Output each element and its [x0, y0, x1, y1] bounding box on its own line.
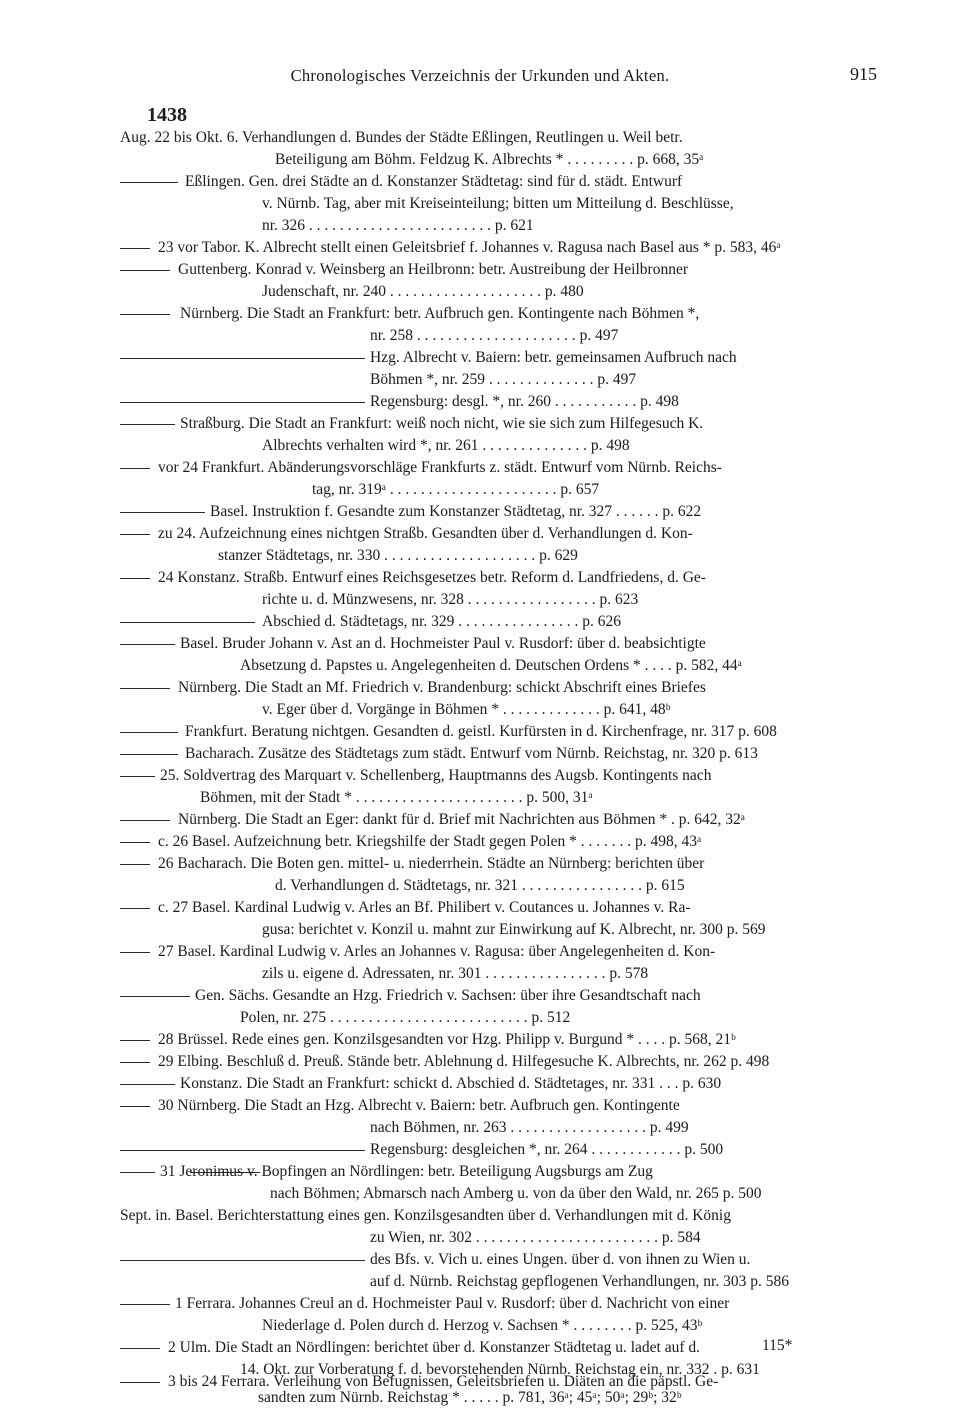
- entry-line: sandten zum Nürnb. Reichstag * . . . . . p. 781, 36ᵃ; 45ᵃ; 50ᵃ; 29ᵇ; 32ᵇ: [258, 1389, 682, 1406]
- entry-line: Regensburg: desgl. *, nr. 260 . . . . . . . . . . . p. 498: [370, 393, 679, 410]
- entry-line: c. 27 Basel. Kardinal Ludwig v. Arles an Bf. Philibert v. Coutances u. Johannes v. Ra-: [158, 899, 691, 916]
- entry-line: Albrechts verhalten wird *, nr. 261 . . . . . . . . . . . . . . p. 498: [262, 437, 630, 454]
- ditto-dash: [120, 1084, 175, 1085]
- entry-line: Frankfurt. Beratung nichtgen. Gesandten d. geistl. Kurfürsten in d. Kirchenfrage, nr. 317 p. 608: [185, 723, 777, 740]
- ditto-dash: [120, 1348, 160, 1349]
- entry-line: Gen. Sächs. Gesandte an Hzg. Friedrich v. Sachsen: über ihre Gesandtschaft nach: [195, 987, 701, 1004]
- ditto-dash: [120, 358, 365, 359]
- entry-line: 14. Okt. zur Vorberatung f. d. bevorstehenden Nürnb. Reichstag ein, nr. 332 . p. 631: [240, 1361, 760, 1378]
- entry-line: zu Wien, nr. 302 . . . . . . . . . . . . . . . . . . . . . . . . p. 584: [370, 1229, 701, 1246]
- entry-line: 25. Soldvertrag des Marquart v. Schellenberg, Hauptmanns des Augsb. Kontingents nach: [160, 767, 712, 784]
- ditto-dash: [120, 1062, 150, 1063]
- ditto-dash: [120, 908, 150, 909]
- entry-line: Nürnberg. Die Stadt an Mf. Friedrich v. Brandenburg: schickt Abschrift eines Briefes: [178, 679, 706, 696]
- ditto-dash: [120, 1106, 150, 1107]
- entry-line: Eßlingen. Gen. drei Städte an d. Konstanzer Städtetag: sind für d. städt. Entwurf: [185, 173, 683, 190]
- entry-line: Guttenberg. Konrad v. Weinsberg an Heilbronn: betr. Austreibung der Heilbronner: [178, 261, 688, 278]
- entry-line: 28 Brüssel. Rede eines gen. Konzilsgesandten vor Hzg. Philipp v. Burgund * . . . . p. 568, 21ᵇ: [158, 1031, 736, 1048]
- entry-line: 23 vor Tabor. K. Albrecht stellt einen Geleitsbrief f. Johannes v. Ragusa nach Basel aus * p. 583, 46ᵃ: [158, 239, 781, 256]
- entry-line: v. Nürnb. Tag, aber mit Kreiseinteilung; bitten um Mitteilung d. Beschlüsse,: [262, 195, 734, 212]
- entry-line: stanzer Städtetags, nr. 330 . . . . . . . . . . . . . . . . . . . . p. 629: [218, 547, 578, 564]
- entry-line: zils u. eigene d. Adressaten, nr. 301 . . . . . . . . . . . . . . . . p. 578: [262, 965, 649, 982]
- ditto-dash: [120, 952, 150, 953]
- ditto-dash: [120, 622, 255, 623]
- entry-line: nr. 326 . . . . . . . . . . . . . . . . . . . . . . . . p. 621: [262, 217, 534, 234]
- ditto-dash: [120, 1150, 365, 1151]
- entry-line: 1 Ferrara. Johannes Creul an d. Hochmeister Paul v. Rusdorf: über d. Nachricht von einer: [175, 1295, 730, 1312]
- entry-line: Böhmen, mit der Stadt * . . . . . . . . . . . . . . . . . . . . . . p. 500, 31ᵃ: [200, 789, 593, 806]
- entry-line: Abschied d. Städtetags, nr. 329 . . . . . . . . . . . . . . . . p. 626: [262, 613, 622, 630]
- ditto-dash: [120, 248, 150, 249]
- entry-line: Sept. in. Basel. Berichterstattung eines gen. Konzilsgesandten über d. Verhandlungen mit d. König: [120, 1207, 731, 1224]
- entry-line: Böhmen *, nr. 259 . . . . . . . . . . . . . . p. 497: [370, 371, 637, 388]
- page-number: 915: [850, 64, 877, 84]
- entry-line: Nürnberg. Die Stadt an Eger: dankt für d. Brief mit Nachrichten aus Böhmen * . p. 642, 32ᵃ: [178, 811, 745, 828]
- ditto-dash: [120, 754, 178, 755]
- ditto-dash: [120, 402, 365, 403]
- entry-line: 26 Bacharach. Die Boten gen. mittel- u. niederrhein. Städte an Nürnberg: berichten über: [158, 855, 705, 872]
- entry-line: c. 26 Basel. Aufzeichnung betr. Kriegshilfe der Stadt gegen Polen * . . . . . . . p. 498, 43ᵃ: [158, 833, 702, 850]
- entry-line: Beteiligung am Böhm. Feldzug K. Albrechts * . . . . . . . . . p. 668, 35ᵃ: [275, 151, 704, 168]
- ditto-dash: [120, 732, 178, 733]
- ditto-dash: [120, 820, 170, 821]
- ditto-dash: [120, 182, 178, 183]
- ditto-dash: [120, 512, 205, 513]
- ditto-dash: [120, 776, 155, 777]
- entry-line: Hzg. Albrecht v. Baiern: betr. gemeinsamen Aufbruch nach: [370, 349, 737, 366]
- page-header-title: Chronologisches Verzeichnis der Urkunden und Akten.: [290, 66, 670, 85]
- ditto-dash: [120, 468, 150, 469]
- ditto-dash: [120, 688, 170, 689]
- entry-line: 24 Konstanz. Straßb. Entwurf eines Reichsgesetzes betr. Reform d. Landfriedens, d. Ge-: [158, 569, 706, 586]
- entry-line: 30 Nürnberg. Die Stadt an Hzg. Albrecht v. Baiern: betr. Aufbruch gen. Kontingente: [158, 1097, 680, 1114]
- entry-line: Straßburg. Die Stadt an Frankfurt: weiß noch nicht, wie sie sich zum Hilfegesuch K.: [180, 415, 704, 432]
- entry-line: des Bfs. v. Vich u. eines Ungen. über d. von ihnen zu Wien u.: [370, 1251, 751, 1268]
- entry-line: Nürnberg. Die Stadt an Frankfurt: betr. Aufbruch gen. Kontingente nach Böhmen *,: [180, 305, 700, 322]
- entry-line: Polen, nr. 275 . . . . . . . . . . . . . . . . . . . . . . . . . . p. 512: [240, 1009, 571, 1026]
- ditto-dash: [120, 314, 170, 315]
- entry-line: 27 Basel. Kardinal Ludwig v. Arles an Johannes v. Ragusa: über Angelegenheiten d. Kon-: [158, 943, 716, 960]
- ditto-dash: [120, 644, 175, 645]
- ditto-dash: [120, 424, 175, 425]
- ditto-dash: [120, 1260, 365, 1261]
- entry-line: tag, nr. 319ᵃ . . . . . . . . . . . . . . . . . . . . . . p. 657: [312, 481, 600, 498]
- entry-line: Absetzung d. Papstes u. Angelegenheiten d. Deutschen Ordens * . . . . p. 582, 44ᵃ: [240, 657, 742, 674]
- entry-line: 31 Jeronimus v. Bopfingen an Nördlingen: betr. Beteiligung Augsburgs am Zug: [160, 1163, 653, 1180]
- entry-line: d. Verhandlungen d. Städtetags, nr. 321 . . . . . . . . . . . . . . . . p. 615: [275, 877, 685, 894]
- ditto-dash: [120, 270, 170, 271]
- ditto-dash: [120, 534, 150, 535]
- ditto-dash: [120, 578, 150, 579]
- entry-line: v. Eger über d. Vorgänge in Böhmen * . . . . . . . . . . . . . p. 641, 48ᵇ: [262, 701, 671, 718]
- entry-line: nr. 258 . . . . . . . . . . . . . . . . . . . . . p. 497: [370, 327, 619, 344]
- ditto-dash: [120, 1382, 160, 1383]
- entry-line: Niederlage d. Polen durch d. Herzog v. Sachsen * . . . . . . . . p. 525, 43ᵇ: [262, 1317, 703, 1334]
- ditto-dash: [120, 1172, 155, 1173]
- entry-line: Aug. 22 bis Okt. 6. Verhandlungen d. Bundes der Städte Eßlingen, Reutlingen u. Weil betr.: [120, 129, 683, 146]
- printer-signature: 115*: [762, 1337, 793, 1354]
- entry-line: zu 24. Aufzeichnung eines nichtgen Straßb. Gesandten über d. Verhandlungen d. Kon-: [158, 525, 693, 542]
- entry-line: Bacharach. Zusätze des Städtetags zum städt. Entwurf vom Nürnb. Reichstag, nr. 320 p. 613: [185, 745, 758, 762]
- ditto-dash: [120, 1304, 170, 1305]
- entry-line: nach Böhmen, nr. 263 . . . . . . . . . . . . . . . . . . p. 499: [370, 1119, 689, 1136]
- entry-line: auf d. Nürnb. Reichstag gepflogenen Verhandlungen, nr. 303 p. 586: [370, 1273, 789, 1290]
- entry-line: Regensburg: desgleichen *, nr. 264 . . . . . . . . . . . . p. 500: [370, 1141, 724, 1158]
- entry-line: 29 Elbing. Beschluß d. Preuß. Stände betr. Ablehnung d. Hilfegesuche K. Albrechts, nr. 262 p. 498: [158, 1053, 770, 1070]
- entry-line: Konstanz. Die Stadt an Frankfurt: schickt d. Abschied d. Städtetages, nr. 331 . . . p. 630: [180, 1075, 722, 1092]
- ditto-dash: [120, 842, 150, 843]
- entry-line: nach Böhmen; Abmarsch nach Amberg u. von da über den Wald, nr. 265 p. 500: [270, 1185, 762, 1202]
- entry-line: Judenschaft, nr. 240 . . . . . . . . . . . . . . . . . . . . p. 480: [262, 283, 584, 300]
- entry-line: Basel. Bruder Johann v. Ast an d. Hochmeister Paul v. Rusdorf: über d. beabsichtigte: [180, 635, 706, 652]
- entry-line: gusa: berichtet v. Konzil u. mahnt zur Einwirkung auf K. Albrecht, nr. 300 p. 569: [262, 921, 766, 938]
- entry-line: vor 24 Frankfurt. Abänderungsvorschläge Frankfurts z. städt. Entwurf vom Nürnb. Reichs-: [158, 459, 722, 476]
- ditto-dash: [120, 996, 190, 997]
- entry-line: Basel. Instruktion f. Gesandte zum Konstanzer Städtetag, nr. 327 . . . . . . p. 622: [210, 503, 702, 520]
- entry-line: 3 bis 24 Ferrara. Verleihung von Befugnissen, Geleitsbriefen u. Diäten an die päpstl. Ge-: [168, 1373, 719, 1390]
- ditto-dash: [120, 864, 150, 865]
- year-heading: 1438: [147, 104, 187, 126]
- entry-line: richte u. d. Münzwesens, nr. 328 . . . . . . . . . . . . . . . . . p. 623: [262, 591, 639, 608]
- entry-line: 2 Ulm. Die Stadt an Nördlingen: berichtet über d. Konstanzer Städtetag u. ladet auf d.: [168, 1339, 701, 1356]
- ditto-dash: [120, 1040, 150, 1041]
